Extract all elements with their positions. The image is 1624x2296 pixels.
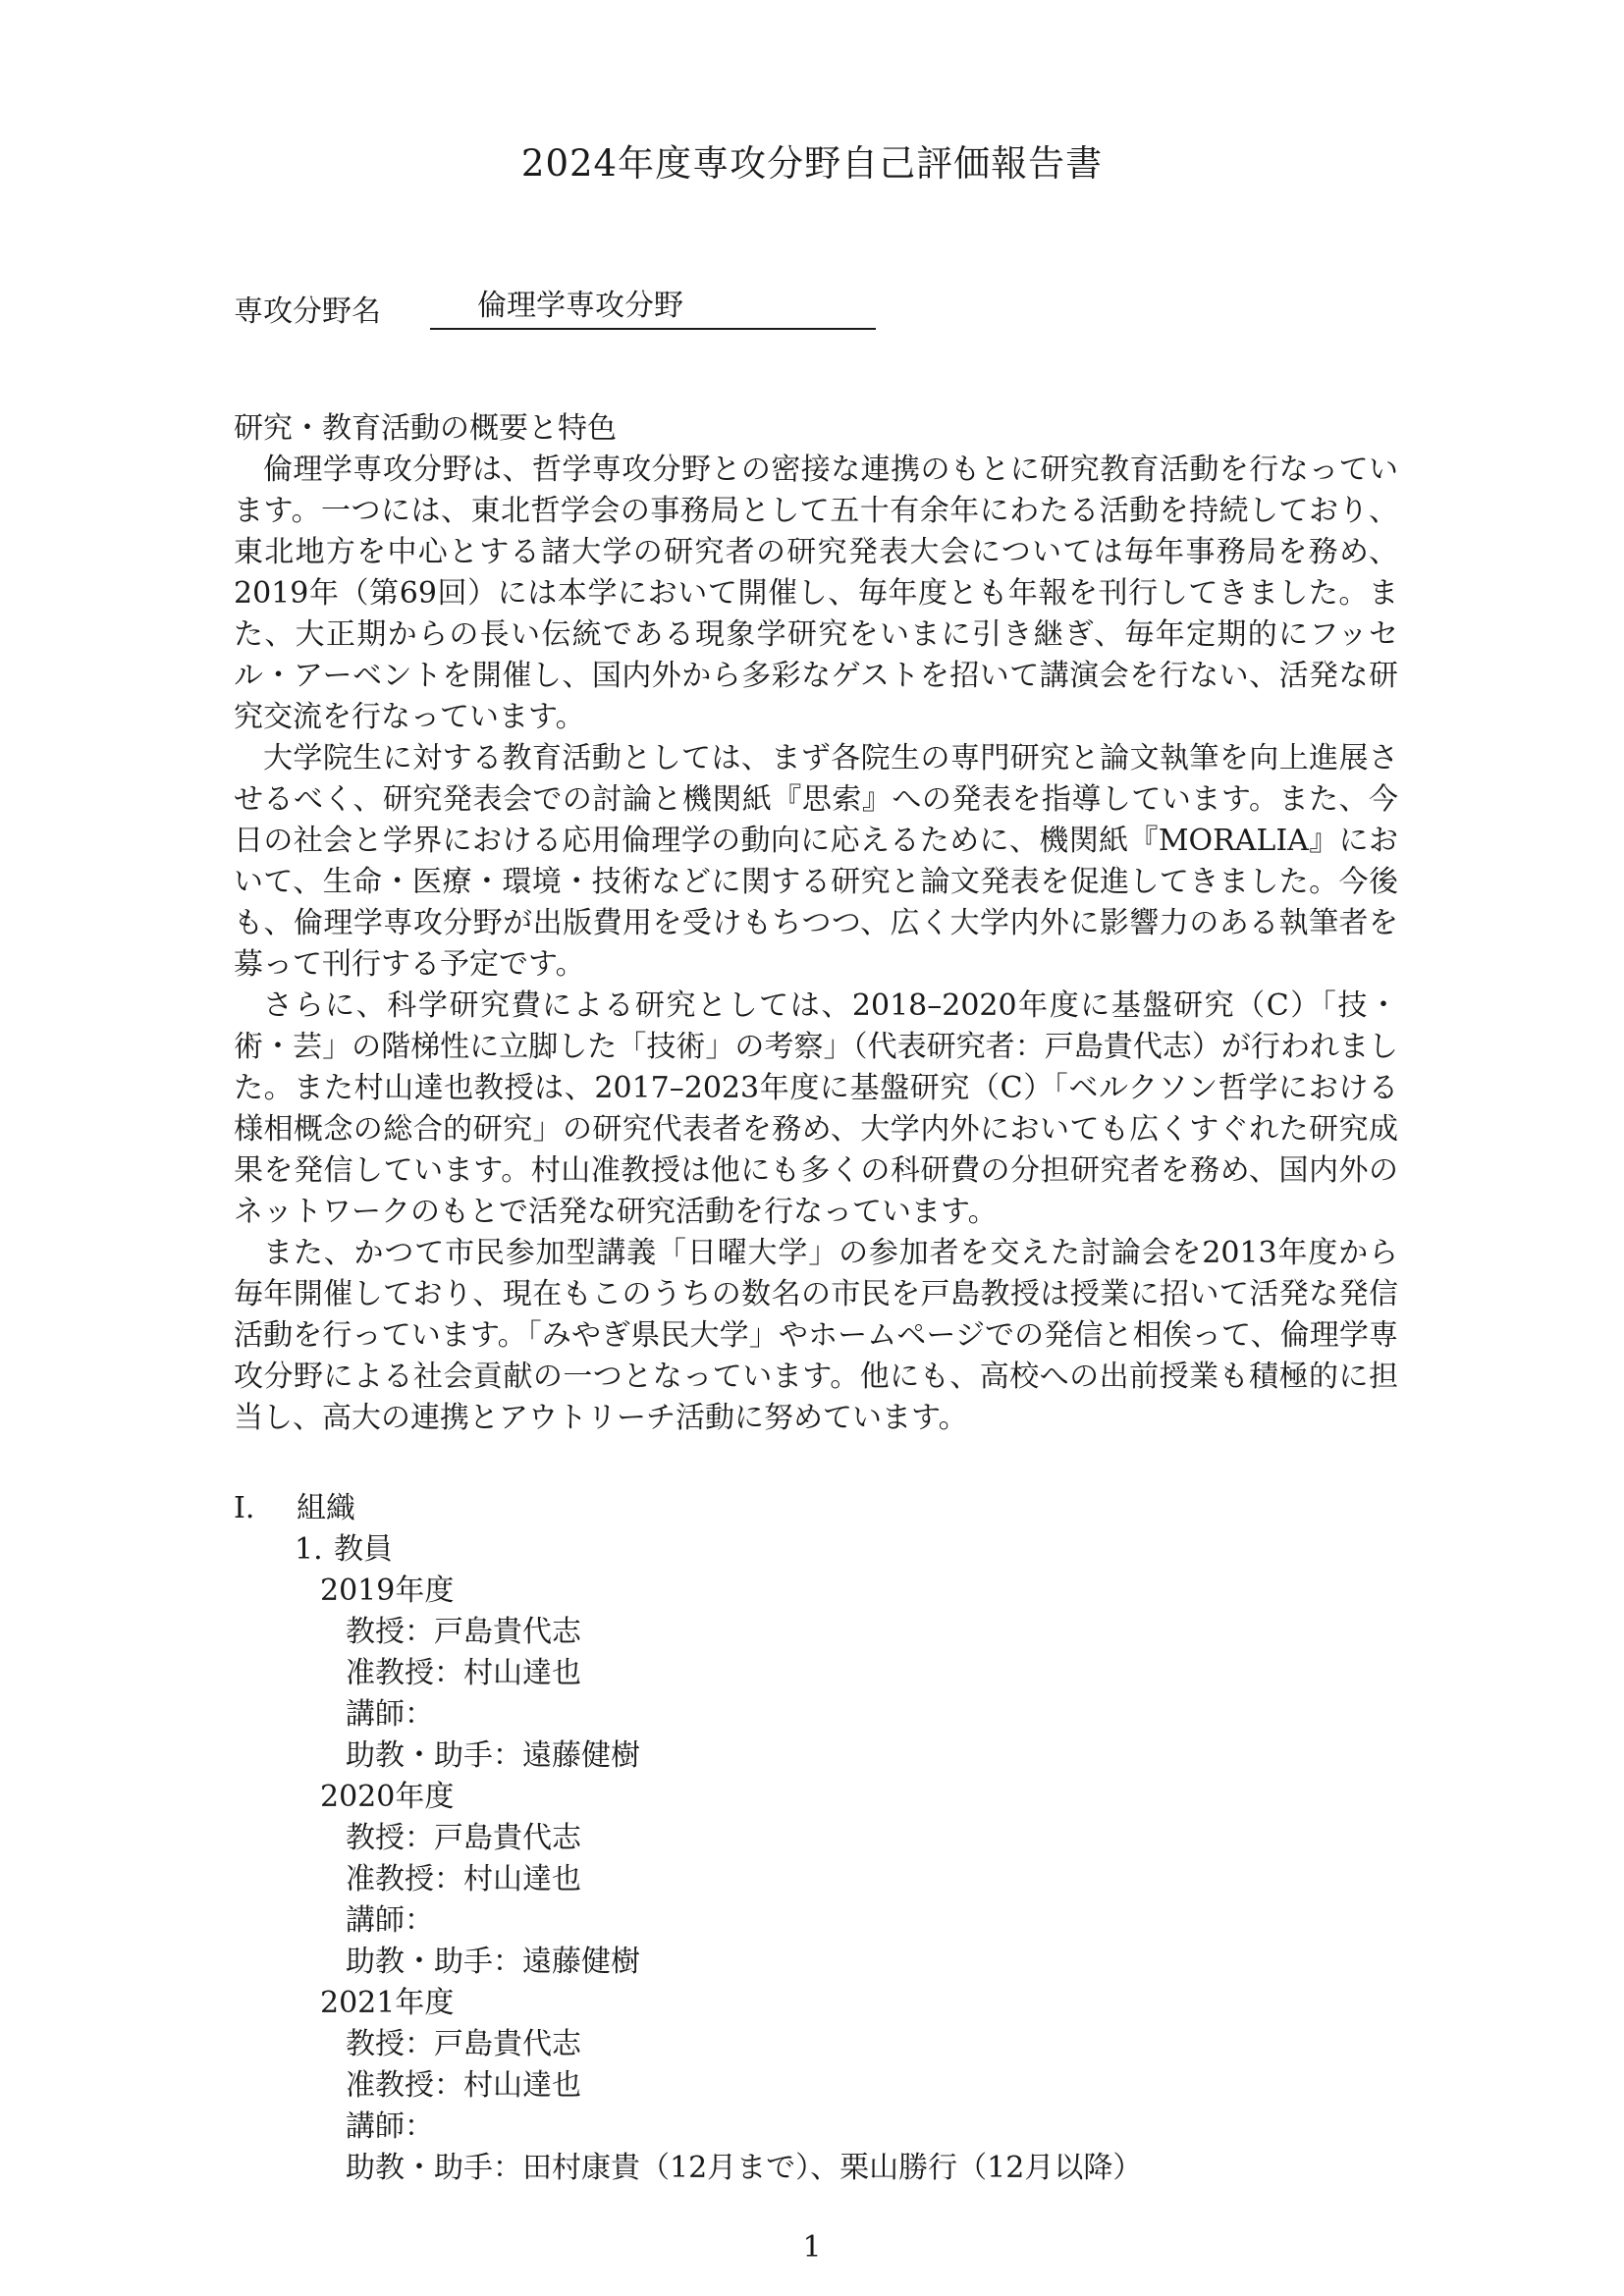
overview-section bbox=[234, 408, 1398, 1439]
position-entry: 教授：戸島貴代志 bbox=[346, 1615, 581, 1649]
year-label: 2020年度 bbox=[320, 1780, 455, 1814]
subsection-title: 教員 bbox=[334, 1532, 393, 1567]
organization-heading bbox=[234, 1488, 1142, 1529]
organization-section bbox=[234, 1488, 1142, 2189]
page-number: 1 bbox=[802, 2230, 822, 2265]
overview-paragraph: 倫理学専攻分野は、哲学専攻分野との密接な連携のもとに研究教育活動を行なっています。一つには、東北哲学会の事務局として五十有余年にわたる活動を持続しており、東北地方を中心とする諸大学の研究者の研究発表大会については毎年事務局を務め、2019年（第69回）には本学において開催し、毎年度とも年報を刊行してきました。また、大正期からの長い伝統である現象学研究をいまに引き継ぎ、毎年定期的にフッセル・アーベントを開催し、国内外から多彩なゲストを招いて講演会を行ない、活発な研究交流を行なっています。 bbox=[234, 453, 1398, 734]
position-entry: 准教授：村山達也 bbox=[346, 1656, 581, 1690]
position-entry: 助教・助手：遠藤健樹 bbox=[346, 1738, 640, 1773]
position-entry: 准教授：村山達也 bbox=[346, 2068, 581, 2103]
overview-paragraph: さらに、科学研究費による研究としては、2018–2020年度に基盤研究（C）「技・術・芸」の階梯性に立脚した「技術」の考察」（代表研究者：戸島貴代志）が行われました。また村山達也教授は、2017–2023年度に基盤研究（C）「ベルクソン哲学における様相概念の総合的研究」の研究代表者を務め、大学内外においても広くすぐれた研究成果を発信しています。村山准教授は他にも多くの科研費の分担研究者を務め、国内外のネットワークのもとで活発な研究活動を行なっています。 bbox=[234, 988, 1398, 1229]
field-name-label: 専攻分野名 bbox=[234, 294, 381, 329]
field-name-value: 倫理学専攻分野 bbox=[430, 281, 876, 330]
overview-paragraph: 大学院生に対する教育活動としては、まず各院生の専門研究と論文執筆を向上進展させるべく、研究発表会での討論と機関紙『思索』への発表を指導しています。また、今日の社会と学界における応用倫理学の動向に応えるために、機関紙『MORALIA』において、生命・医療・環境・技術などに関する研究と論文発表を促進してきました。今後も、倫理学専攻分野が出版費用を受けもちつつ、広く大学内外に影響力のある執筆者を募って刊行する予定です。 bbox=[234, 741, 1398, 982]
document-title: 2024年度専攻分野自己評価報告書 bbox=[520, 142, 1104, 185]
faculty-year-block bbox=[234, 1983, 1142, 2189]
position-entry: 教授：戸島貴代志 bbox=[346, 2027, 581, 2061]
overview-paragraph: また、かつて市民参加型講義「日曜大学」の参加者を交えた討論会を2013年度から毎年開催しており、現在もこのうちの数名の市民を戸島教授は授業に招いて活発な発信活動を行っています。「みやぎ県民大学」やホームページでの発信と相俟って、倫理学専攻分野による社会貢献の一つとなっています。他にも、高校への出前授業も積極的に担当し、高大の連携とアウトリーチ活動に努めています。 bbox=[234, 1236, 1398, 1435]
year-label: 2021年度 bbox=[320, 1986, 455, 2020]
position-entry: 教授：戸島貴代志 bbox=[346, 1821, 581, 1855]
position-entry: 准教授：村山達也 bbox=[346, 1862, 581, 1896]
position-entry: 講師： bbox=[346, 1697, 434, 1732]
position-entry: 講師： bbox=[346, 2109, 434, 2144]
faculty-year-block bbox=[234, 1777, 1142, 1983]
overview-heading: 研究・教育活動の概要と特色 bbox=[234, 411, 617, 446]
position-entry: 講師： bbox=[346, 1903, 434, 1938]
subsection-number: 1. bbox=[295, 1532, 323, 1567]
section-title: 組織 bbox=[297, 1491, 355, 1525]
position-entry: 助教・助手：遠藤健樹 bbox=[346, 1945, 640, 1979]
section-number: I. bbox=[234, 1491, 255, 1525]
field-name-row bbox=[234, 281, 876, 330]
position-entry: 助教・助手：田村康貴（12月まで）、栗山勝行（12月以降） bbox=[346, 2151, 1143, 2185]
faculty-year-block bbox=[234, 1571, 1142, 1777]
faculty-heading bbox=[234, 1529, 1142, 1571]
year-label: 2019年度 bbox=[320, 1574, 455, 1608]
